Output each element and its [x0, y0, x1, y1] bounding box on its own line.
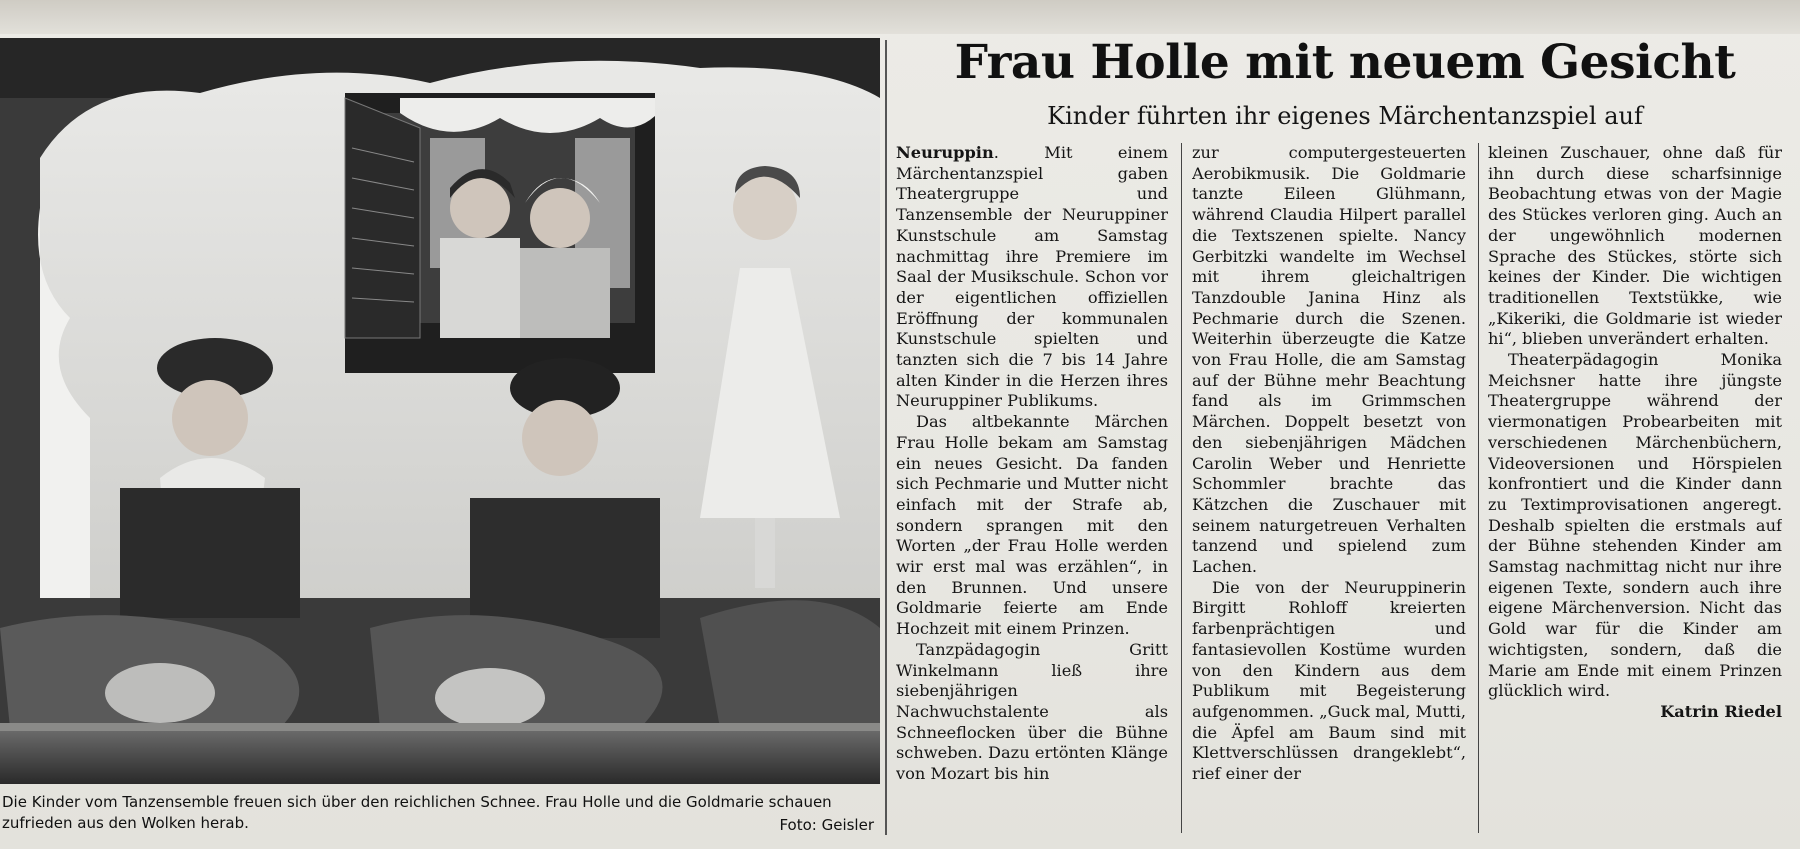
photo-credit: Foto: Geisler [779, 816, 874, 834]
caption-text: Die Kinder vom Tanzensemble freuen sich über den reichlichen Schnee. Frau Holle und die Goldmarie schauen zufrieden aus den Wolken herab. [2, 793, 832, 832]
page-edge [0, 0, 1800, 34]
paragraph [896, 143, 1168, 412]
article-subheadline: Kinder führten ihr eigenes Märchentanzspiel auf [1047, 102, 1643, 130]
paragraph: Theaterpädagogin Monika Meichsner hatte ihre jüngste Theatergruppe während der viermonatigen Probearbeiten mit verschiedenen Märchenbüchern, Videoversionen und Hörspielen konfrontiert und die Kinder dann zu Textimprovisationen angeregt. Deshalb spielten die erstmals auf der Bühne stehenden Kinder am Samstag nachmittag nicht nur ihre eigenen Texte, sondern auch ihre eigene Märchenversion. Nicht das Gold war für die Kinder am wichtigsten, sondern, daß die Marie am Ende mit einem Prinzen glücklich wird. [1488, 350, 1782, 701]
column-separator [1181, 143, 1182, 833]
paragraph: kleinen Zuschauer, ohne daß für ihn durch diese scharfsinnige Beobachtung etwas von der Magie des Stückes verloren ging. Auch an der ungewöhnlich modernen Sprache des Stückes, störte sich keines der Kinder. Die wichtigen traditionellen Textstükke, wie „Kikeriki, die Goldmarie ist wieder hi“, blieben unverändert erhalten. [1488, 143, 1782, 349]
paragraph: Tanzpädagogin Gritt Winkelmann ließ ihre siebenjährigen Nachwuchstalente als Schneeflocken über die Bühne schweben. Dazu ertönten Klänge von Mozart bis hin [896, 639, 1168, 784]
photo-caption [0, 788, 880, 844]
article-headline: Frau Holle mit neuem Gesicht [954, 35, 1736, 90]
paragraph: Die von der Neuruppinerin Birgitt Rohloff kreierten farbenprächtigen und fantasievollen Kostüme wurden von den Kindern aus dem Publikum mit Begeisterung aufgenommen. „Guck mal, Mutti, die Äpfel am Baum sind mit Klettverschlüssen drangeklebt“, rief einer der [1192, 577, 1466, 784]
stage-photo-illustration [0, 38, 880, 784]
author-byline: Katrin Riedel [1660, 701, 1782, 721]
stage-photo [0, 38, 880, 784]
column-divider [885, 40, 887, 835]
column-separator [1478, 143, 1479, 833]
article-column-3 [1488, 143, 1782, 833]
paragraph-text: . Mit einem Märchentanzspiel gaben Theatergruppe und Tanzensemble der Neuruppiner Kunstschule am Samstag nachmittag ihre Premiere im Saal der Musikschule. Schon vor der eigentlichen offiziellen Eröffnung der kommunalen Kunstschule spielten und tanzten sich die 7 bis 14 Jahre alten Kinder in die Herzen ihres Neuruppiner Publikums. [896, 143, 1168, 411]
article-column-1 [896, 143, 1168, 833]
paragraph: Das altbekannte Märchen Frau Holle bekam am Samstag ein neues Gesicht. Da fanden sich Pechmarie und Mutter nicht einfach mit der Strafe ab, sondern sprangen mit den Worten „der Frau Holle werden wir erst mal was erzählen“, in den Brunnen. Und unsere Goldmarie feierte am Ende Hochzeit mit einem Prinzen. [896, 412, 1168, 639]
article-column-2 [1192, 143, 1466, 833]
dateline: Neuruppin [896, 143, 994, 162]
paragraph: zur computergesteuerten Aerobikmusik. Die Goldmarie tanzte Eileen Glühmann, während Claudia Hilpert parallel die Textszenen spielte. Nancy Gerbitzki wandelte im Wechsel mit ihrem gleichaltrigen Tanzdouble Janina Hinz als Pechmarie durch die Szenen. Weiterhin überzeugte die Katze von Frau Holle, die am Samstag auf der Bühne mehr Beachtung fand als im Grimmschen Märchen. Doppelt besetzt von den siebenjährigen Mädchen Carolin Weber und Henriette Schommler brachte das Kätzchen die Zuschauer mit seinem naturgetreuen Verhalten tanzend und spielend zum Lachen. [1192, 143, 1466, 577]
